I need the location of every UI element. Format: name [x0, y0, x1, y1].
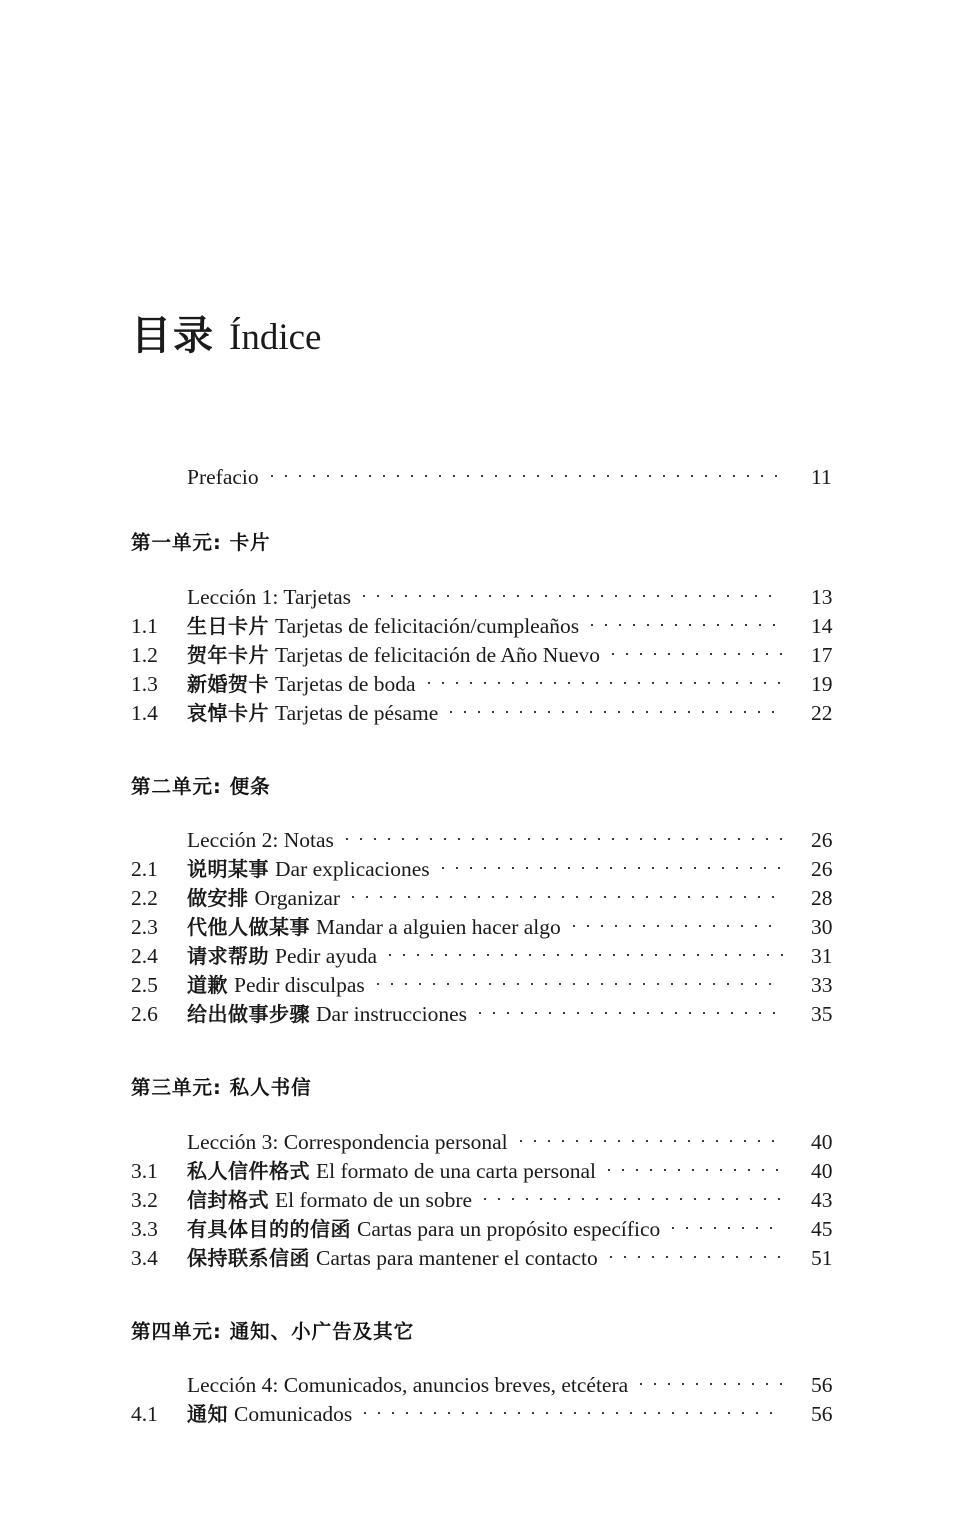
- entry-label: Prefacio: [187, 465, 259, 489]
- entry-label: [187, 670, 416, 699]
- toc-entry-lesson[interactable]: [131, 818, 871, 852]
- entry-label-spanish: Cartas para mantener el contacto: [316, 1245, 598, 1270]
- entry-label-chinese: 请求帮助: [187, 944, 269, 968]
- dot-leader: [514, 1120, 783, 1149]
- entry-number: 1.3: [131, 671, 158, 696]
- entry-label-spanish: Tarjetas de felicitación/cumpleaños: [275, 613, 580, 638]
- entry-page-number: 13: [811, 584, 833, 609]
- entry-label: Lección 1: Tarjetas: [187, 584, 352, 609]
- entry-label-chinese: 贺年卡片: [187, 642, 269, 667]
- entry-label-chinese: 信封格式: [187, 1187, 269, 1212]
- toc-entry-prefacio[interactable]: [131, 455, 871, 489]
- dot-leader: [422, 662, 783, 691]
- dot-leader: [473, 992, 783, 1021]
- toc-entry-lesson[interactable]: [131, 1363, 871, 1397]
- dot-leader: [606, 633, 783, 662]
- entry-label: [187, 1400, 352, 1429]
- dot-leader: [604, 1236, 783, 1265]
- spacer: [131, 1098, 871, 1120]
- entry-page-number: 35: [811, 1002, 833, 1026]
- entry-page-number: 43: [811, 1187, 833, 1212]
- entry-label-chinese: 代他人做某事: [187, 915, 310, 939]
- dot-leader: [265, 455, 783, 484]
- entry-label: [187, 1215, 660, 1244]
- toc-entry-lesson[interactable]: [131, 575, 871, 609]
- entry-page-number: 19: [811, 671, 833, 696]
- dot-leader: [602, 1149, 783, 1178]
- entry-label-chinese: 生日卡片: [187, 613, 269, 638]
- entry-label-chinese: 做安排: [187, 886, 249, 910]
- spacer: [131, 720, 871, 777]
- page-title-chinese: 目录: [131, 313, 215, 359]
- entry-label: [187, 1186, 472, 1215]
- entry-number: 1.1: [131, 613, 158, 638]
- entry-label: [187, 612, 579, 641]
- dot-leader: [585, 604, 783, 633]
- entry-label: [187, 699, 438, 728]
- spacer: [131, 796, 871, 818]
- entry-label-chinese: 有具体目的的信函: [187, 1216, 351, 1241]
- entry-page-number: 30: [811, 915, 833, 939]
- entry-label: [187, 884, 340, 913]
- entry-page-number: 14: [811, 613, 833, 638]
- entry-label-spanish: Mandar a alguien hacer algo: [316, 915, 561, 939]
- dot-leader: [634, 1363, 783, 1392]
- entry-page-number: 26: [811, 828, 833, 852]
- entry-number: 2.5: [131, 973, 158, 997]
- entry-number: 3.3: [131, 1216, 158, 1241]
- entry-number: 3.4: [131, 1245, 158, 1270]
- entry-label: [187, 942, 377, 971]
- entry-label-spanish: Organizar: [254, 886, 341, 910]
- entry-number: 2.1: [131, 857, 158, 881]
- entry-number: 2.4: [131, 944, 158, 968]
- unit-header: 第二单元: 便条: [131, 774, 271, 798]
- entry-page-number: 26: [811, 857, 833, 881]
- entry-label-spanish: Dar instrucciones: [316, 1002, 468, 1026]
- entry-label-chinese: 给出做事步骤: [187, 1002, 310, 1026]
- dot-leader: [371, 963, 783, 992]
- entry-label-spanish: El formato de un sobre: [275, 1187, 473, 1212]
- dot-leader: [666, 1207, 783, 1236]
- unit-header: 第一单元: 卡片: [131, 531, 271, 554]
- entry-label-spanish: Tarjetas de felicitación de Año Nuevo: [275, 642, 601, 667]
- entry-label: [187, 1000, 467, 1029]
- entry-number: 2.3: [131, 915, 158, 939]
- entry-number: 1.4: [131, 700, 158, 725]
- entry-label: Lección 2: Notas: [187, 828, 334, 852]
- entry-label-chinese: 哀悼卡片: [187, 700, 269, 725]
- entry-number: 3.1: [131, 1158, 158, 1183]
- entry-page-number: 51: [811, 1245, 833, 1270]
- entry-page-number: 56: [811, 1402, 833, 1426]
- entry-label-chinese: 保持联系信函: [187, 1245, 310, 1270]
- entry-page-number: 40: [811, 1129, 833, 1154]
- spacer: [131, 1021, 871, 1078]
- entry-page-number: 11: [811, 465, 832, 489]
- entry-page-number: 17: [811, 642, 833, 667]
- dot-leader: [357, 575, 783, 604]
- page-title-spanish: Índice: [229, 317, 322, 358]
- spacer: [131, 1265, 871, 1322]
- entry-label: [187, 1244, 598, 1273]
- entry-page-number: 33: [811, 973, 833, 997]
- spacer: [131, 553, 871, 575]
- dot-leader: [358, 1392, 783, 1421]
- entry-page-number: 45: [811, 1216, 833, 1241]
- spacer: [131, 1341, 871, 1363]
- dot-leader: [444, 691, 783, 720]
- entry-number: 1.2: [131, 642, 158, 667]
- unit-header: 第三单元: 私人书信: [131, 1076, 312, 1099]
- dot-leader: [346, 876, 783, 905]
- units-container: [131, 531, 871, 1426]
- entry-label-chinese: 私人信件格式: [187, 1158, 310, 1183]
- entry-label-spanish: Comunicados: [234, 1402, 353, 1426]
- entry-number: 3.2: [131, 1187, 158, 1212]
- page-title: [131, 313, 322, 359]
- entry-page-number: 22: [811, 700, 833, 725]
- entry-label-spanish: Pedir disculpas: [234, 973, 365, 997]
- entry-number: 2.2: [131, 886, 158, 910]
- entry-number: 4.1: [131, 1402, 158, 1426]
- entry-page-number: 40: [811, 1158, 833, 1183]
- toc-entry-list: [131, 455, 871, 1426]
- entry-page-number: 31: [811, 944, 833, 968]
- dot-leader: [436, 847, 783, 876]
- entry-label: Lección 4: Comunicados, anuncios breves, etcétera: [187, 1373, 629, 1397]
- entry-label-spanish: Tarjetas de pésame: [275, 700, 439, 725]
- entry-page-number: 56: [811, 1373, 833, 1397]
- entry-label-chinese: 道歉: [187, 973, 228, 997]
- dot-leader: [383, 934, 783, 963]
- toc-entry-lesson[interactable]: [131, 1120, 871, 1154]
- dot-leader: [340, 818, 783, 847]
- entry-label-spanish: Pedir ayuda: [275, 944, 378, 968]
- unit-header: 第四单元: 通知、小广告及其它: [131, 1319, 415, 1343]
- entry-label: Lección 3: Correspondencia personal: [187, 1129, 508, 1154]
- entry-label-spanish: El formato de una carta personal: [316, 1158, 596, 1183]
- entry-page-number: 28: [811, 886, 833, 910]
- dot-leader: [478, 1178, 783, 1207]
- entry-label-spanish: Dar explicaciones: [275, 857, 430, 881]
- dot-leader: [567, 905, 783, 934]
- entry-label-chinese: 新婚贺卡: [187, 671, 269, 696]
- entry-label-spanish: Cartas para un propósito específico: [357, 1216, 661, 1241]
- entry-label-chinese: 说明某事: [187, 857, 269, 881]
- entry-label: [187, 971, 365, 1000]
- entry-number: 2.6: [131, 1002, 158, 1026]
- entry-label-spanish: Tarjetas de boda: [275, 671, 416, 696]
- entry-label-chinese: 通知: [187, 1402, 228, 1426]
